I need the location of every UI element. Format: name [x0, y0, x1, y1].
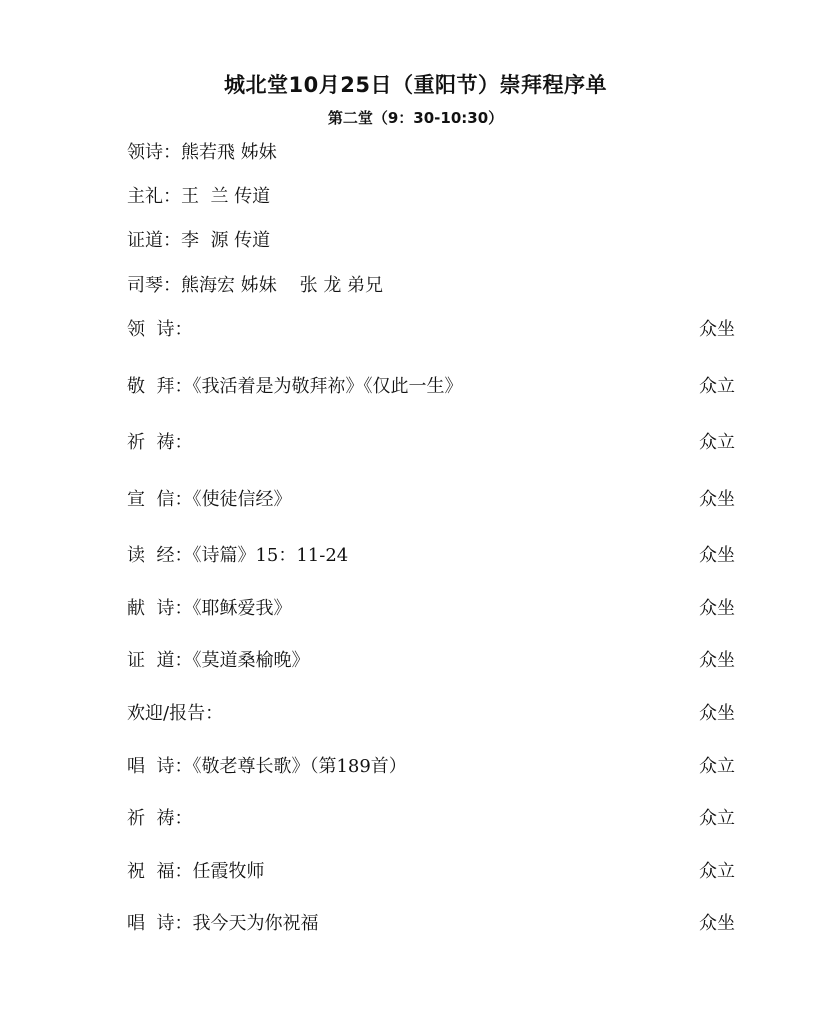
program-item-scripture-reading	[127, 542, 735, 570]
item-label: 祈 祷：	[127, 432, 193, 453]
item-content: 《耶稣爱我》	[192, 598, 292, 619]
item-label: 读 经：	[127, 545, 193, 566]
program-item-hymn	[127, 753, 735, 781]
item-label: 祈 祷：	[127, 808, 193, 829]
item-posture: 众立	[699, 808, 735, 829]
item-posture: 众立	[699, 861, 735, 882]
program-item-welcome-announcements	[127, 700, 735, 728]
item-content: 《使徒信经》	[192, 489, 292, 510]
program-item-creed	[127, 486, 735, 514]
item-label: 祝 福：	[127, 861, 193, 882]
staff-worship-leader: 领诗：熊若飛 姊妹	[127, 142, 277, 163]
item-label: 证 道：	[127, 650, 193, 671]
item-posture: 众立	[699, 376, 735, 397]
program-item-choir-anthem	[127, 595, 735, 623]
program-item-benediction	[127, 858, 735, 886]
staff-presider: 主礼：王 兰 传道	[127, 186, 271, 207]
item-posture: 众立	[699, 756, 735, 777]
item-label: 宣 信：	[127, 489, 193, 510]
item-label: 唱 诗：	[127, 913, 193, 934]
staff-preacher: 证道：李 源 传道	[127, 230, 271, 251]
staff-pianists: 司琴：熊海宏 姊妹 张 龙 弟兄	[127, 275, 384, 296]
item-label: 献 诗：	[127, 598, 193, 619]
item-content: 我今天为你祝福	[192, 913, 319, 934]
item-content: 《诗篇》15：11-24	[192, 545, 349, 566]
item-label: 敬 拜：	[127, 376, 193, 397]
program-item-closing-prayer	[127, 805, 735, 833]
item-content: 《敬老尊长歌》（第189首）	[192, 756, 407, 777]
item-label: 唱 诗：	[127, 756, 193, 777]
item-content: 《莫道桑榆晚》	[192, 650, 310, 671]
program-item-prayer	[127, 429, 735, 457]
item-posture: 众坐	[699, 703, 735, 724]
item-content: 任霞牧师	[192, 861, 265, 882]
item-posture: 众坐	[699, 545, 735, 566]
page-subtitle: 第二堂（9：30-10:30）	[327, 109, 504, 127]
program-item-worship	[127, 373, 735, 401]
item-posture: 众坐	[699, 489, 735, 510]
item-posture: 众坐	[699, 650, 735, 671]
item-posture: 众坐	[699, 319, 735, 340]
item-posture: 众坐	[699, 598, 735, 619]
item-posture: 众立	[699, 432, 735, 453]
page-title: 城北堂10月25日（重阳节）崇拜程序单	[224, 73, 607, 97]
program-item-lead-singing	[127, 316, 735, 344]
program-item-sermon	[127, 647, 735, 675]
item-label: 领 诗：	[127, 319, 193, 340]
item-label: 欢迎/报告：	[127, 703, 224, 724]
program-item-closing-hymn	[127, 910, 735, 938]
item-posture: 众坐	[699, 913, 735, 934]
item-content: 《我活着是为敬拜祢》《仅此一生》	[192, 376, 463, 397]
